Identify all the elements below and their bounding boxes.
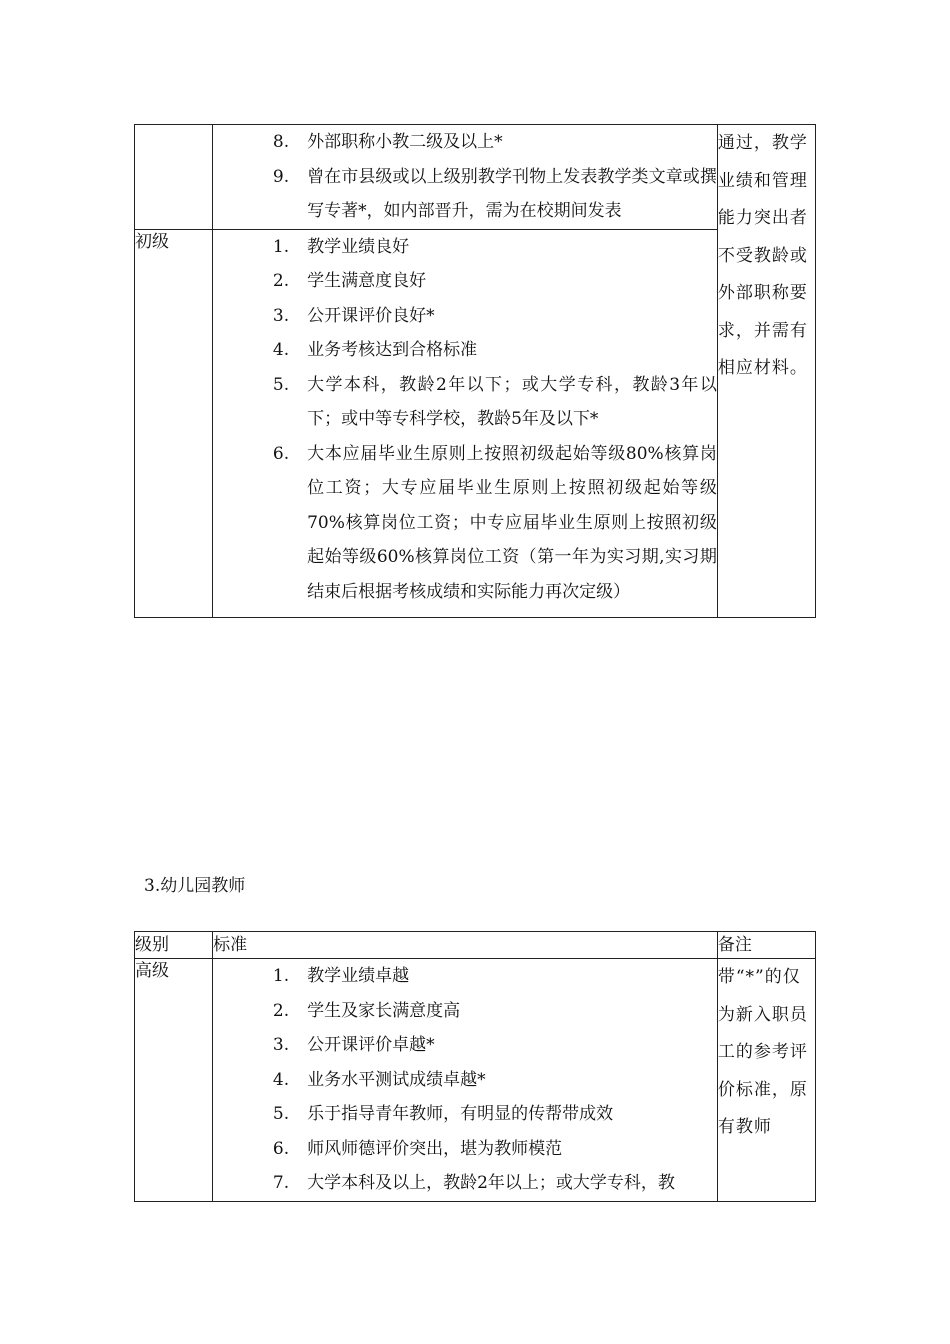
section-title: 3.幼儿园教师 xyxy=(144,876,246,896)
list-item xyxy=(213,1132,717,1167)
table-row xyxy=(135,959,816,1202)
standard-cell xyxy=(213,229,718,618)
table-row xyxy=(135,229,816,618)
level-cell xyxy=(135,125,213,230)
list-item xyxy=(213,1097,717,1132)
list-item xyxy=(213,1063,717,1098)
item-text: 大学本科，教龄2年以下；或大学专科，教龄3年以下；或中等专科学校，教龄5年及以下* xyxy=(307,374,717,429)
list-item xyxy=(213,437,717,610)
list-item xyxy=(213,230,717,265)
item-number: 3. xyxy=(272,1035,290,1055)
item-number: 2. xyxy=(272,1000,290,1021)
item-text: 教学业绩良好 xyxy=(307,236,410,257)
list-item xyxy=(213,994,717,1029)
item-text: 大学本科及以上，教龄2年以上；或大学专科，教 xyxy=(307,1173,675,1193)
item-number: 1. xyxy=(272,236,290,257)
table-row xyxy=(135,125,816,230)
note-cell: 通过，教学业绩和管理能力突出者不受教龄或外部职称要求，并需有相应材料。 xyxy=(717,125,815,618)
standard-cell xyxy=(213,959,718,1202)
list-item xyxy=(213,299,717,334)
item-number: 4. xyxy=(272,1069,290,1090)
header-level: 级别 xyxy=(135,932,213,959)
item-text: 外部职称小教二级及以上* xyxy=(307,132,503,152)
header-note: 备注 xyxy=(717,932,815,959)
item-text: 大本应届毕业生原则上按照初级起始等级80%核算岗位工资；大专应届毕业生原则上按照初级起始等级70%核算岗位工资；中专应届毕业生原则上按照初级起始等级60%核算岗位工资（第一年为实习期,实习期结束后根据考核成绩和实际能力再次定级） xyxy=(307,443,717,602)
item-number: 2. xyxy=(272,271,290,291)
list-item xyxy=(213,264,717,299)
item-number: 7. xyxy=(272,1173,290,1193)
level-cell: 初级 xyxy=(135,229,213,618)
table-primary-teacher-continued xyxy=(134,124,816,618)
list-item xyxy=(213,959,717,994)
list-item xyxy=(213,1166,717,1201)
standard-cell xyxy=(213,125,718,230)
item-text: 学生满意度良好 xyxy=(307,271,427,291)
list-item xyxy=(213,160,717,229)
item-text: 乐于指导青年教师，有明显的传帮带成效 xyxy=(307,1104,614,1124)
item-text: 师风师德评价突出，堪为教师模范 xyxy=(307,1138,563,1159)
item-text: 业务水平测试成绩卓越* xyxy=(307,1069,486,1090)
item-number: 1. xyxy=(272,966,290,986)
list-item xyxy=(213,1028,717,1063)
list-item xyxy=(213,368,717,437)
item-number: 4. xyxy=(272,340,290,360)
item-number: 3. xyxy=(272,305,290,326)
list-item xyxy=(213,125,717,160)
table-header-row xyxy=(135,932,816,959)
item-text: 教学业绩卓越 xyxy=(307,966,410,986)
level-cell: 高级 xyxy=(135,959,213,1202)
header-standard: 标准 xyxy=(213,932,718,959)
item-text: 曾在市县级或以上级别教学刊物上发表教学类文章或撰写专著*，如内部晋升，需为在校期间发表 xyxy=(307,166,717,221)
item-number: 5. xyxy=(272,1104,290,1124)
item-number: 6. xyxy=(272,443,290,464)
item-number: 8. xyxy=(272,132,290,152)
item-number: 9. xyxy=(272,166,290,187)
table-kindergarten-teacher xyxy=(134,931,816,1202)
item-text: 业务考核达到合格标准 xyxy=(307,340,478,360)
list-item xyxy=(213,333,717,368)
item-text: 学生及家长满意度高 xyxy=(307,1000,461,1021)
item-text: 公开课评价良好* xyxy=(307,305,435,326)
item-text: 公开课评价卓越* xyxy=(307,1035,435,1055)
note-cell: 带“*”的仅为新入职员工的参考评价标准，原有教师 xyxy=(717,959,815,1202)
item-number: 6. xyxy=(272,1138,290,1159)
item-number: 5. xyxy=(272,374,290,395)
